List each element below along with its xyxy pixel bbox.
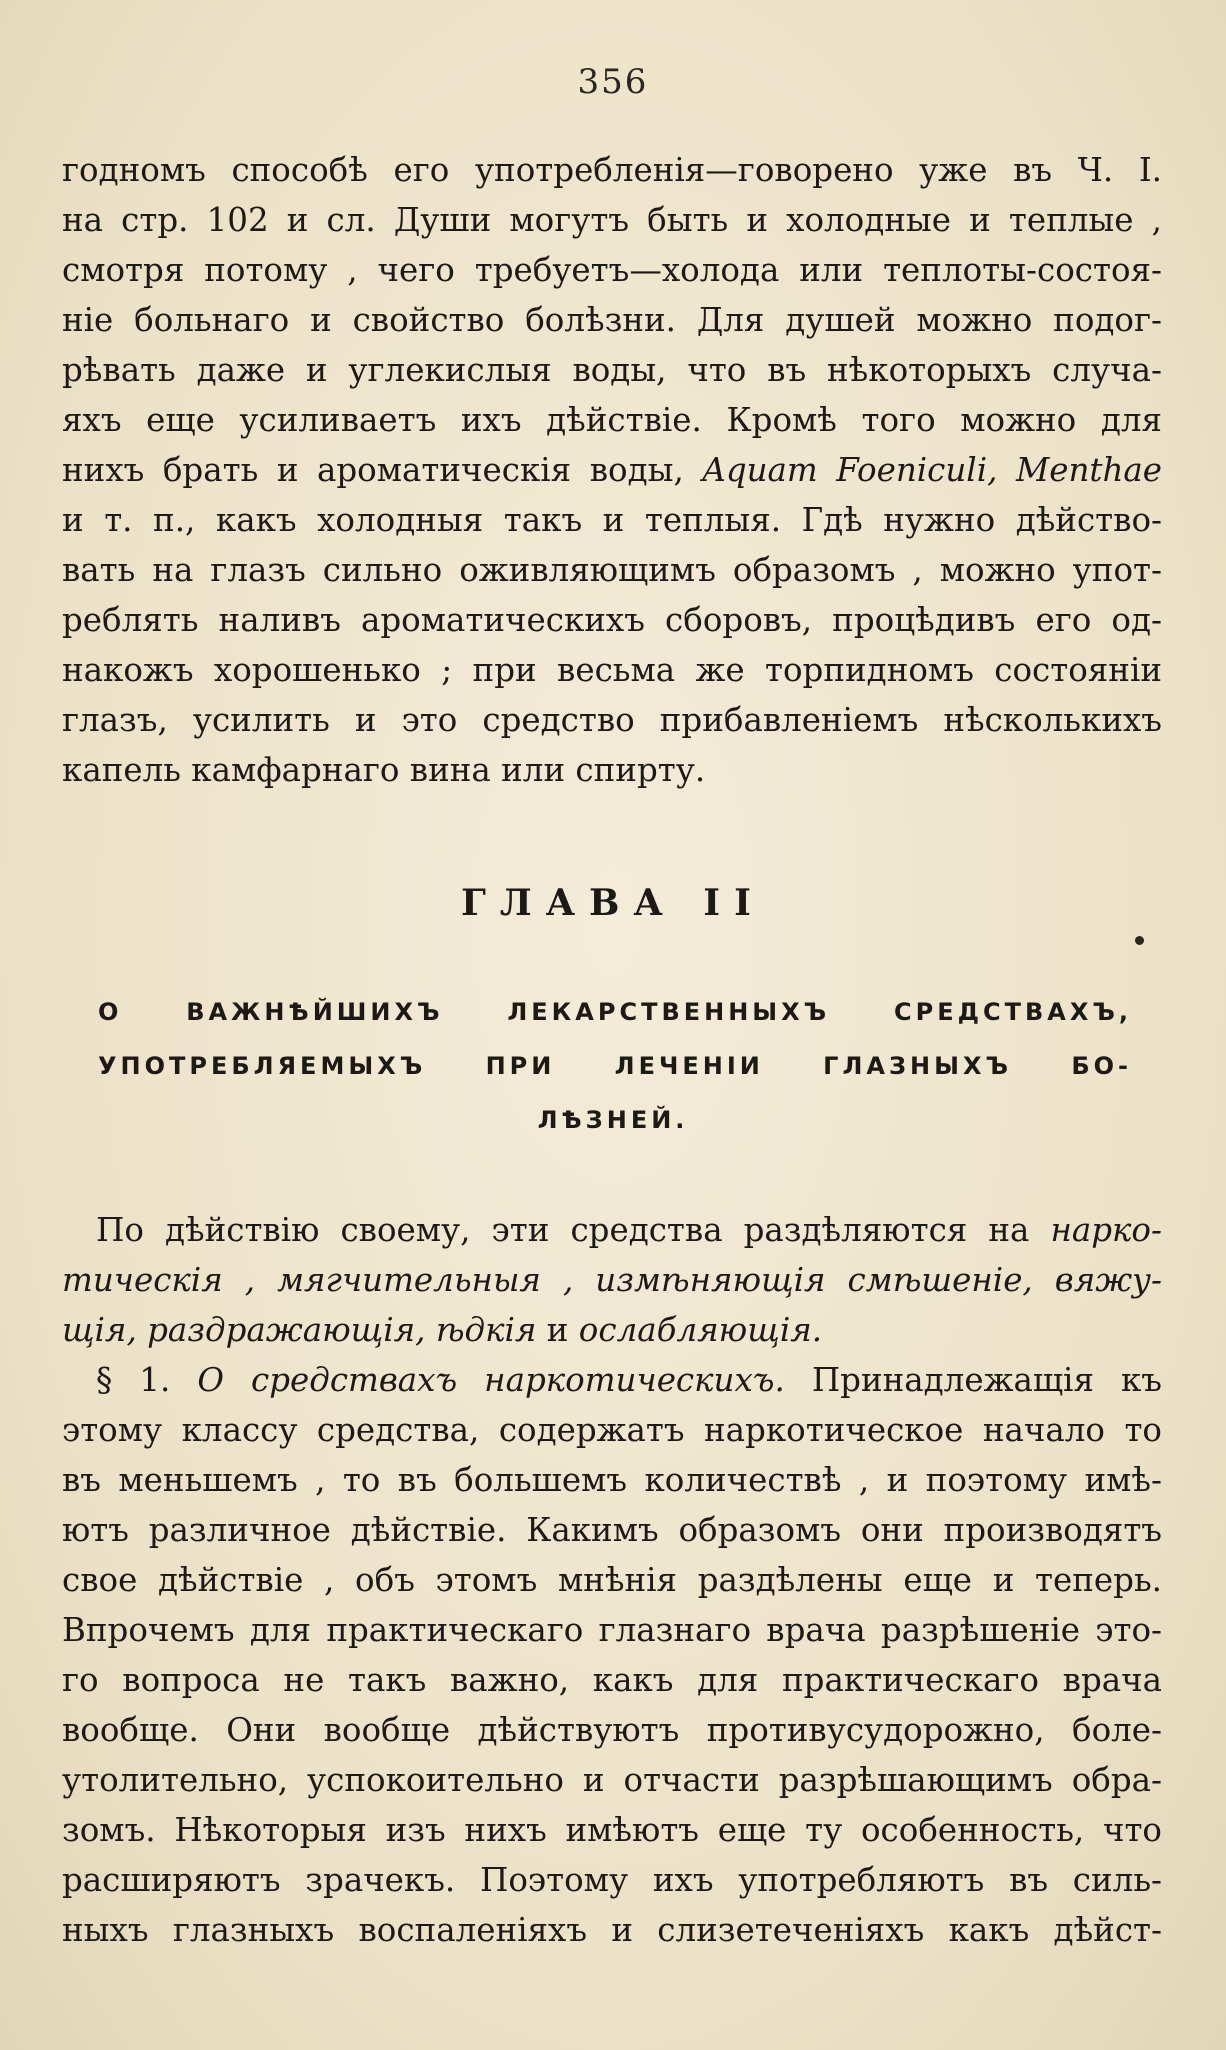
text-line-mixed (96, 1210, 1162, 1250)
text-line-mixed (62, 1310, 1162, 1350)
text-span: и (546, 1311, 569, 1349)
text-line: ютъ различное дѣйствіе. Какимъ образомъ они производятъ (62, 1511, 1162, 1549)
page-number: 356 (577, 62, 649, 102)
text-span: нихъ брать и ароматическія воды, (62, 451, 684, 489)
text-line: смотря потому , чего требуетъ—холода или теплоты-состоя- (62, 251, 1162, 289)
text-line: вать на глазъ сильно оживляющимъ образомъ , можно упот- (62, 551, 1162, 589)
text-line: свое дѣйствіе , объ этомъ мнѣнія раздѣлены еще и теперь. (62, 1561, 1162, 1599)
text-line: глазъ, усилить и это средство прибавленіемъ нѣсколькихъ (62, 701, 1162, 739)
ink-dot (1135, 936, 1144, 945)
text-line: го вопроса не такъ важно, какъ для практическаго врача (62, 1661, 1162, 1699)
text-line: ніе больнаго и свойство болѣзни. Для душей можно подог- (62, 301, 1162, 339)
text-span: По дѣйствію своему, эти средства раздѣляются на (96, 1211, 1030, 1249)
italic-span: щія, раздражающія, ѣдкія (62, 1311, 537, 1349)
text-line: ныхъ глазныхъ воспаленіяхъ и слизетеченіяхъ какъ дѣйст- (62, 1911, 1162, 1949)
italic-span: нарко- (1050, 1211, 1162, 1249)
section-mark: § 1. (96, 1361, 171, 1399)
chapter-title: ГЛАВА II (461, 882, 765, 924)
text-line: рѣвать даже и углекислыя воды, что въ нѣкоторыхъ случа- (62, 351, 1162, 389)
text-line: накожъ хорошенько ; при весьма же торпидномъ состояніи (62, 651, 1162, 689)
text-line: и т. п., какъ холодныя такъ и теплыя. Гдѣ нужно дѣйство- (62, 501, 1162, 539)
text-line: Впрочемъ для практическаго глазнаго врача разрѣшеніе это- (62, 1611, 1162, 1649)
text-line-mixed (62, 450, 1162, 490)
text-line: капель камфарнаго вина или спирту. (62, 751, 706, 789)
section-title: О средствахъ наркотическихъ. (197, 1361, 785, 1399)
text-line: утолительно, успокоительно и отчасти разрѣшающимъ обра- (62, 1761, 1162, 1799)
text-span: Принадлежащія къ (811, 1361, 1162, 1399)
text-line: реблять наливъ ароматическихъ сборовъ, процѣдивъ его од- (62, 601, 1162, 639)
text-line: вообще. Они вообще дѣйствуютъ противусудорожно, боле- (62, 1711, 1162, 1749)
text-line-mixed (62, 1260, 1162, 1300)
latin-phrase: Aquam Foeniculi, Menthae (702, 451, 1163, 489)
text-line: этому классу средства, содержатъ наркотическое начало то (62, 1411, 1162, 1449)
text-line-mixed (96, 1360, 1162, 1400)
text-line: яхъ еще усиливаетъ ихъ дѣйствіе. Кромѣ того можно для (62, 401, 1162, 439)
chapter-heading-line: УПОТРЕБЛЯЕМЫХЪ ПРИ ЛЕЧЕНІИ ГЛАЗНЫХЪ БО- (98, 1052, 1132, 1080)
text-line: на стр. 102 и сл. Души могутъ быть и холодные и теплые , (62, 201, 1162, 239)
text-line: въ меньшемъ , то въ большемъ количествѣ , и поэтому имѣ- (62, 1461, 1162, 1499)
text-line: расширяютъ зрачекъ. Поэтому ихъ употребляютъ въ силь- (62, 1861, 1162, 1899)
text-line: зомъ. Нѣкоторыя изъ нихъ имѣютъ еще ту особенность, что (62, 1811, 1162, 1849)
italic-span: ослабляющія. (578, 1311, 823, 1349)
text-line: годномъ способѣ его употребленія—говорено уже въ Ч. I. (62, 151, 1162, 189)
italic-span: тическія , мягчительныя , измѣняющія смѣшеніе, вяжу- (62, 1261, 1162, 1299)
chapter-heading-line: О ВАЖНѢЙШИХЪ ЛЕКАРСТВЕННЫХЪ СРЕДСТВАХЪ, (98, 998, 1132, 1026)
chapter-heading-line: ЛѢЗНЕЙ. (537, 1106, 689, 1134)
